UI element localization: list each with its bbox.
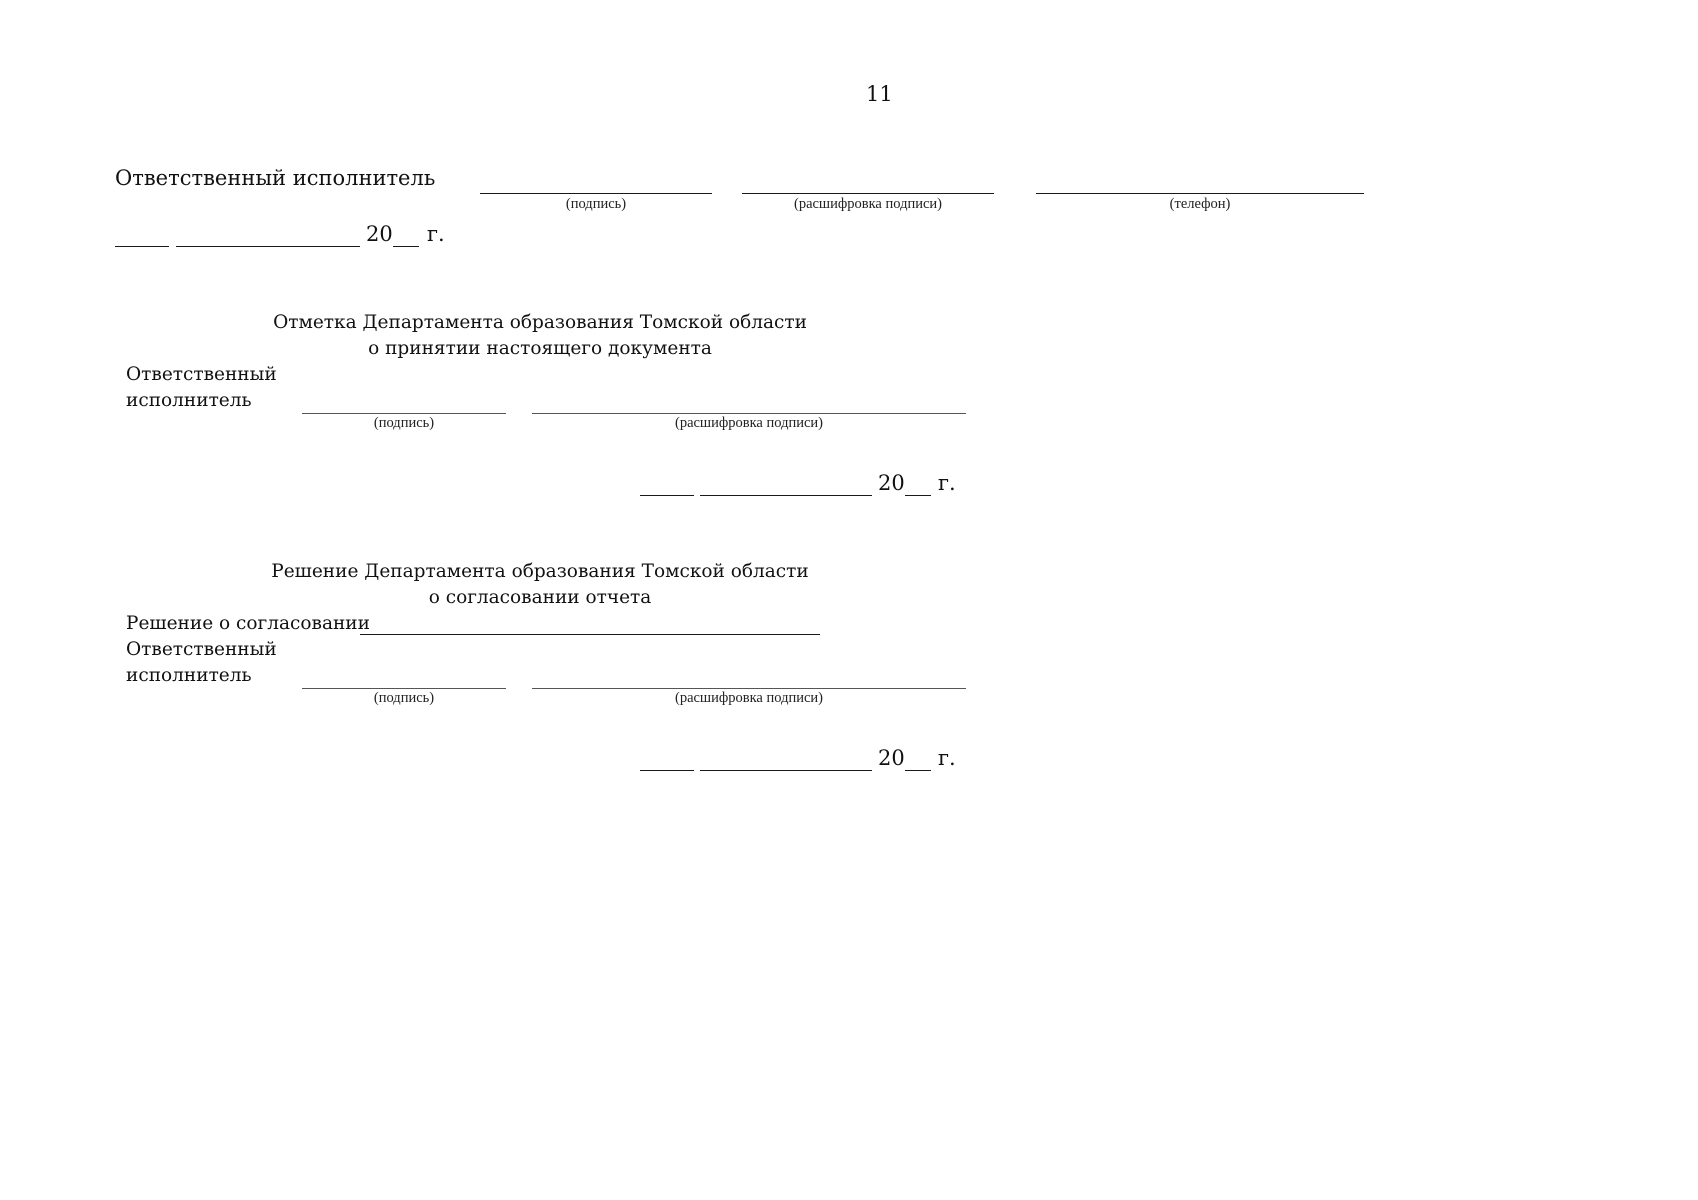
mark-signature-decoding-caption: (расшифровка подписи) xyxy=(674,415,824,431)
responsible-executor-label: Ответственный исполнитель xyxy=(115,166,436,190)
decision-date-year-suffix: г. xyxy=(938,746,956,770)
date-month-line[interactable] xyxy=(176,246,360,247)
signature-line[interactable] xyxy=(480,193,712,194)
decision-approval-label: Решение о согласовании xyxy=(126,613,370,634)
signature-decoding-line[interactable] xyxy=(742,193,994,194)
mark-date-month-line[interactable] xyxy=(700,495,872,496)
mark-signature-decoding-line[interactable] xyxy=(532,413,966,414)
decision-date-day-line[interactable] xyxy=(640,770,694,771)
mark-date-year-line[interactable] xyxy=(905,495,931,496)
decision-title-line2: о согласовании отчета xyxy=(428,587,652,608)
signature-caption: (подпись) xyxy=(565,196,627,212)
decision-signature-caption: (подпись) xyxy=(373,690,435,706)
decision-executor-label-line2: исполнитель xyxy=(126,665,252,686)
phone-caption: (телефон) xyxy=(1169,196,1231,212)
decision-signature-decoding-line[interactable] xyxy=(532,688,966,689)
mark-title-line2: о принятии настоящего документа xyxy=(368,338,712,359)
decision-executor-label-line1: Ответственный xyxy=(126,639,277,660)
decision-approval-line[interactable] xyxy=(360,634,820,635)
mark-date-year-prefix: 20 xyxy=(878,471,905,495)
date-year-suffix: г. xyxy=(427,222,445,246)
date-day-line[interactable] xyxy=(115,246,169,247)
mark-title-line1: Отметка Департамента образования Томской области xyxy=(273,312,807,333)
page-number: 11 xyxy=(866,82,893,106)
mark-signature-line[interactable] xyxy=(302,413,506,414)
mark-date-year-suffix: г. xyxy=(938,471,956,495)
mark-signature-caption: (подпись) xyxy=(373,415,435,431)
mark-date-day-line[interactable] xyxy=(640,495,694,496)
decision-date-year-prefix: 20 xyxy=(878,746,905,770)
signature-decoding-caption: (расшифровка подписи) xyxy=(793,196,943,212)
decision-signature-decoding-caption: (расшифровка подписи) xyxy=(674,690,824,706)
decision-signature-line[interactable] xyxy=(302,688,506,689)
mark-executor-label-line1: Ответственный xyxy=(126,364,277,385)
decision-date-month-line[interactable] xyxy=(700,770,872,771)
date-year-line[interactable] xyxy=(393,246,419,247)
mark-executor-label-line2: исполнитель xyxy=(126,390,252,411)
phone-line[interactable] xyxy=(1036,193,1364,194)
decision-date-year-line[interactable] xyxy=(905,770,931,771)
date-year-prefix: 20 xyxy=(366,222,393,246)
decision-title-line1: Решение Департамента образования Томской области xyxy=(271,561,809,582)
